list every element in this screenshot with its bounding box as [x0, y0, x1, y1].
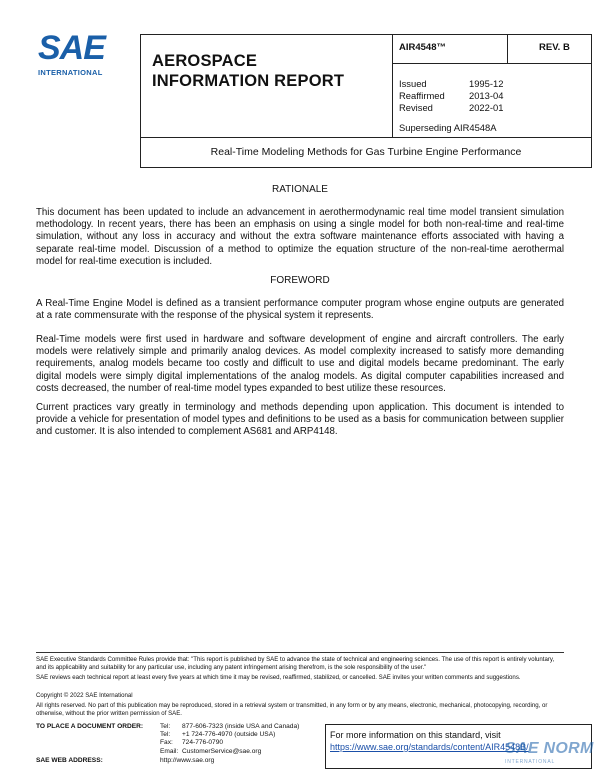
- title-line-1: AEROSPACE: [152, 52, 258, 70]
- standard-url-link[interactable]: https://www.sae.org/standards/content/AIR4548B/: [330, 742, 529, 752]
- date-row-reaffirmed: [399, 90, 503, 102]
- contact-label: Fax:: [160, 739, 173, 747]
- foreword-heading: FOREWORD: [270, 275, 330, 286]
- info-title: For more information on this standard, visit: [330, 730, 501, 740]
- date-label: Issued: [399, 78, 427, 89]
- contact-row: [160, 748, 299, 756]
- contact-label: Tel:: [160, 723, 171, 730]
- revision: REV. B: [539, 42, 570, 53]
- title-line-2: INFORMATION REPORT: [152, 72, 345, 90]
- date-row-revised: [399, 102, 503, 114]
- web-link[interactable]: http://www.sae.org: [160, 757, 215, 764]
- date-label: Revised: [399, 102, 433, 113]
- web-label: SAE WEB ADDRESS:: [36, 757, 103, 764]
- foreword-paragraph-3: Current practices vary greatly in terminology and methods depending upon application. This document is intended to provide a vehicle for presentation of model types and definitions to be used as a basis for communication between supplier and customer. It is also intended to complement AS681 and ARP4148.: [36, 402, 564, 438]
- superseding: Superseding AIR4548A: [399, 122, 497, 133]
- sae-logo: SAE: [38, 29, 105, 67]
- document-title: Real-Time Modeling Methods for Gas Turbine Engine Performance: [210, 146, 522, 158]
- footer-copyright: Copyright © 2022 SAE International: [36, 692, 133, 699]
- contact-label: Email:: [160, 747, 179, 755]
- issue-dates: [399, 78, 503, 114]
- rationale-text: This document has been updated to include an advancement in aerothermodynamic real time model transient simulation methodology. In recent years, there has been an emphasis on using a single model for both non-real-time and real-time simulation, without any loss in accuracy and without the extra software maintenance efforts associated with having a separate real-time model. Discussion of a method to optimize the equation structure of the non-real-time aerothermal model for real-time execution is included.: [36, 207, 564, 267]
- sae-logo-subtitle: INTERNATIONAL: [38, 68, 103, 77]
- contact-label: Tel:: [160, 731, 171, 739]
- email-link[interactable]: CustomerService@sae.org: [182, 747, 262, 755]
- footer-rules-text: SAE Executive Standards Committee Rules provide that: "This report is published by SAE to advance the state of technical and engineering sciences. The use of this report is entirely voluntary, and its applicability and suitability for any particular use, including any patent infringement arising therefrom, is the sole responsibility of the user.": [36, 656, 555, 671]
- footer-review-text: SAE reviews each technical report at least every five years at which time it may be revised, reaffirmed, stabilized, or cancelled. SAE invites your written comments and suggestions.: [36, 674, 521, 681]
- contact-value[interactable]: +1 724-776-4970 (outside USA): [182, 731, 276, 739]
- watermark-subtitle: INTERNATIONAL: [505, 759, 556, 765]
- order-label: TO PLACE A DOCUMENT ORDER:: [36, 723, 144, 730]
- contact-row: [160, 723, 299, 731]
- doc-id: AIR4548™: [399, 42, 446, 53]
- contact-row: [160, 739, 299, 747]
- footer-rights-text: All rights reserved. No part of this publication may be reproduced, stored in a retrieval system or transmitted, in any form or by any means, electronic, mechanical, photocopying, recording, or otherwise, without the prior written permission of SAE.: [36, 702, 548, 717]
- contact-value: 724-776-0790: [182, 739, 224, 747]
- contact-row: [160, 731, 299, 739]
- foreword-paragraph-1: A Real-Time Engine Model is defined as a transient performance computer program whose engine outputs are generated at a rate commensurate with the response of the physical system it represents.: [36, 298, 564, 322]
- footer-rule: [36, 652, 564, 653]
- date-value: 2013-04: [469, 90, 504, 101]
- contact-value[interactable]: 877-606-7323 (inside USA and Canada): [182, 723, 300, 730]
- rationale-heading: RATIONALE: [272, 184, 328, 195]
- date-label: Reaffirmed: [399, 90, 445, 101]
- contact-list: [160, 723, 299, 756]
- date-value: 1995-12: [469, 78, 504, 89]
- foreword-paragraph-2: Real-Time models were first used in hardware and software development of engine and aircraft controllers. The early models were relatively simple and primarily analog devices. As model complexity increased to satisfy more demanding requirements, analog models became too costly and difficult to use and digital models became predominant. The early digital models were simply digital implementations of the analog models. As digital computer capabilities increased and costs decreased, the number of real-time model types expanded to best utilize these resources.: [36, 334, 564, 394]
- watermark: SAE NORM: [505, 740, 594, 757]
- date-value: 2022-01: [469, 102, 504, 113]
- page-title: [152, 51, 344, 91]
- date-row-issued: [399, 78, 503, 90]
